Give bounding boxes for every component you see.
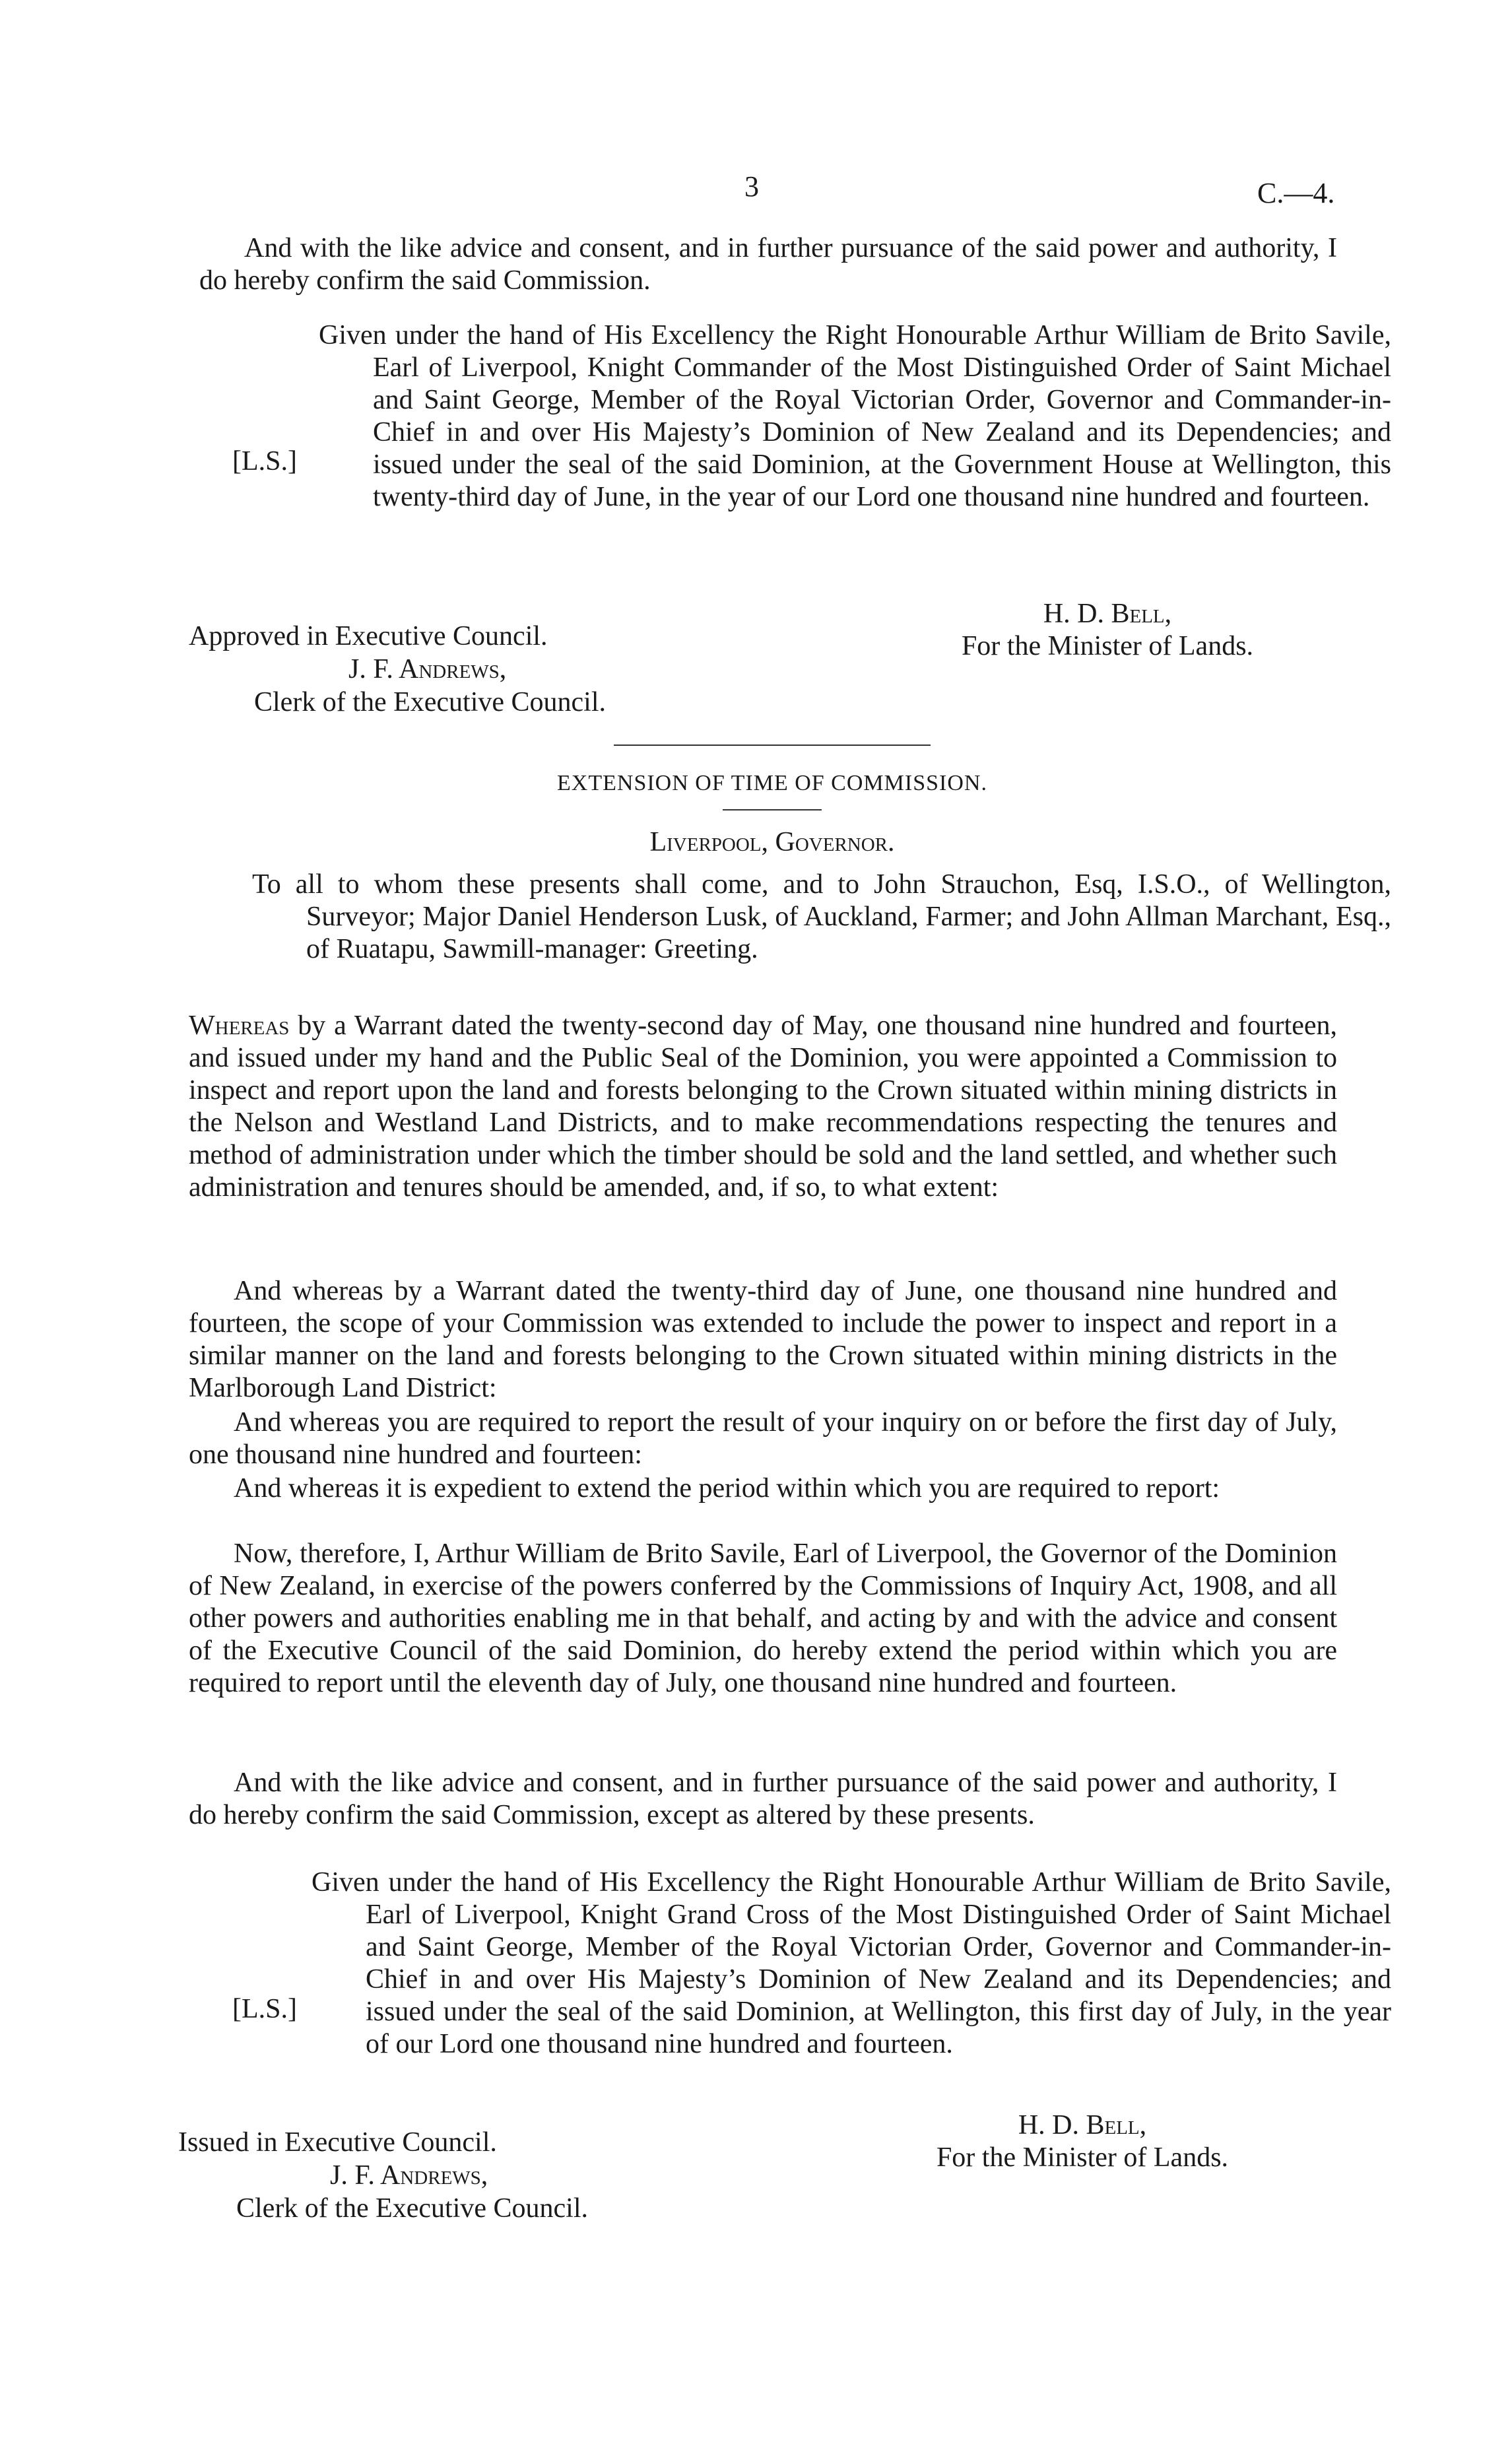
whereas-paragraph-1-text: by a Warrant dated the twenty-second day of May, one thousand nine hundred and fourteen, and issued under my hand and the Public Seal of the Dominion, you were appointed a Commission to inspect and report upon the land and forests belonging to the Crown situated within mining districts in the Nelson and Westland Land Districts, and to make recommendations respecting the tenures and method of administration under which the timber should be sold and the land settled, and whether such administration and tenures should be amended, and, if so, to what extent:	[189, 1010, 1337, 1203]
clerk-title-2: Clerk of the Executive Council.	[236, 2193, 589, 2224]
operative-paragraph: Now, therefore, I, Arthur William de Brito Savile, Earl of Liverpool, the Governor of the Dominion of New Zealand, in exercise of the powers conferred by the Commissions of Inquiry Act, 1908, and all other powers and authorities enabling me in that behalf, and acting by and with the advice and consent of the Executive Council of the said Dominion, do hereby extend the period within which you are required to report until the eleventh day of July, one thousand nine hundred and fourteen.	[189, 1538, 1337, 1698]
document-reference: C.—4.	[1257, 177, 1335, 209]
issued-line: Issued in Executive Council.	[178, 2127, 497, 2158]
signatory-name: H. D. Bell,	[1043, 599, 1172, 629]
clerk-name-2: J. F. Andrews,	[330, 2160, 488, 2191]
given-under-paragraph-2: Given under the hand of His Excellency the Right Honourable Arthur William de Brito Savile, Earl of Liverpool, Knight Grand Cross of the Most Distinguished Order of Saint Michael and Saint George, Member of the Royal Victorian Order, Governor and Commander-in-Chief in and over His Majesty’s Dominion of New Zealand and its Dependencies; and issued under the seal of the said Dominion, at Wellington, this first day of July, in the year of our Lord one thousand nine hundred and fourteen.	[312, 1867, 1391, 2059]
whereas-paragraph-2: And whereas by a Warrant dated the twenty-third day of June, one thousand nine hundred and fourteen, the scope of your Commission was extended to include the power to inspect and report in a similar manner on the land and forests belonging to the Crown situated within mining districts in the Marlborough Land District:	[189, 1276, 1337, 1403]
seal-mark-1: [L.S.]	[232, 446, 297, 477]
signatory-title-2: For the Minister of Lands.	[936, 2142, 1229, 2173]
confirm-paragraph-2: And with the like advice and consent, and in further pursuance of the said power and authority, I do hereby confirm the said Commission, except as altered by these presents.	[189, 1768, 1337, 1830]
page-number: 3	[744, 170, 759, 203]
clerk-title-1: Clerk of the Executive Council.	[254, 687, 607, 717]
section-divider	[614, 744, 931, 746]
whereas-paragraph-3: And whereas you are required to report the result of your inquiry on or before the first day of July, one thousand nine hundred and fourteen:	[189, 1407, 1337, 1470]
signatory-title: For the Minister of Lands.	[961, 631, 1254, 661]
confirm-paragraph: And with the like advice and consent, and in further pursuance of the said power and authority, I do hereby confirm the said Commission.	[199, 233, 1337, 296]
signatory-block-1	[909, 598, 1305, 663]
address-paragraph: To all to whom these presents shall come, and to John Strauchon, Esq, I.S.O., of Wellington, Surveyor; Major Daniel Henderson Lusk, of Auckland, Farmer; and John Allman Marchant, Esq., of Ruatapu, Sawmill-manager: Greeting.	[252, 869, 1391, 964]
seal-mark-2: [L.S.]	[232, 1994, 297, 2024]
signatory-block-2	[884, 2109, 1280, 2174]
heading-underline	[723, 809, 822, 810]
clerk-name-1: J. F. Andrews,	[348, 654, 507, 684]
whereas-paragraph-1	[189, 1010, 1337, 1204]
signatory-name-2: H. D. Bell,	[1018, 2110, 1147, 2140]
approved-line: Approved in Executive Council.	[189, 621, 548, 651]
whereas-paragraph-4: And whereas it is expedient to extend the period within which you are required to report:	[234, 1473, 1220, 1504]
section-heading: EXTENSION OF TIME OF COMMISSION.	[557, 771, 987, 795]
whereas-lead: Whereas	[189, 1010, 290, 1041]
governor-line: Liverpool, Governor.	[649, 827, 895, 857]
given-under-paragraph-1: Given under the hand of His Excellency the Right Honourable Arthur William de Brito Savile, Earl of Liverpool, Knight Commander of the Most Distinguished Order of Saint Michael and Saint George, Member of the Royal Victorian Order, Governor and Commander-in-Chief in and over His Majesty’s Dominion of New Zealand and its Dependencies; and issued under the seal of the said Dominion, at the Government House at Wellington, this twenty-third day of June, in the year of our Lord one thousand nine hundred and fourteen.	[319, 320, 1391, 512]
